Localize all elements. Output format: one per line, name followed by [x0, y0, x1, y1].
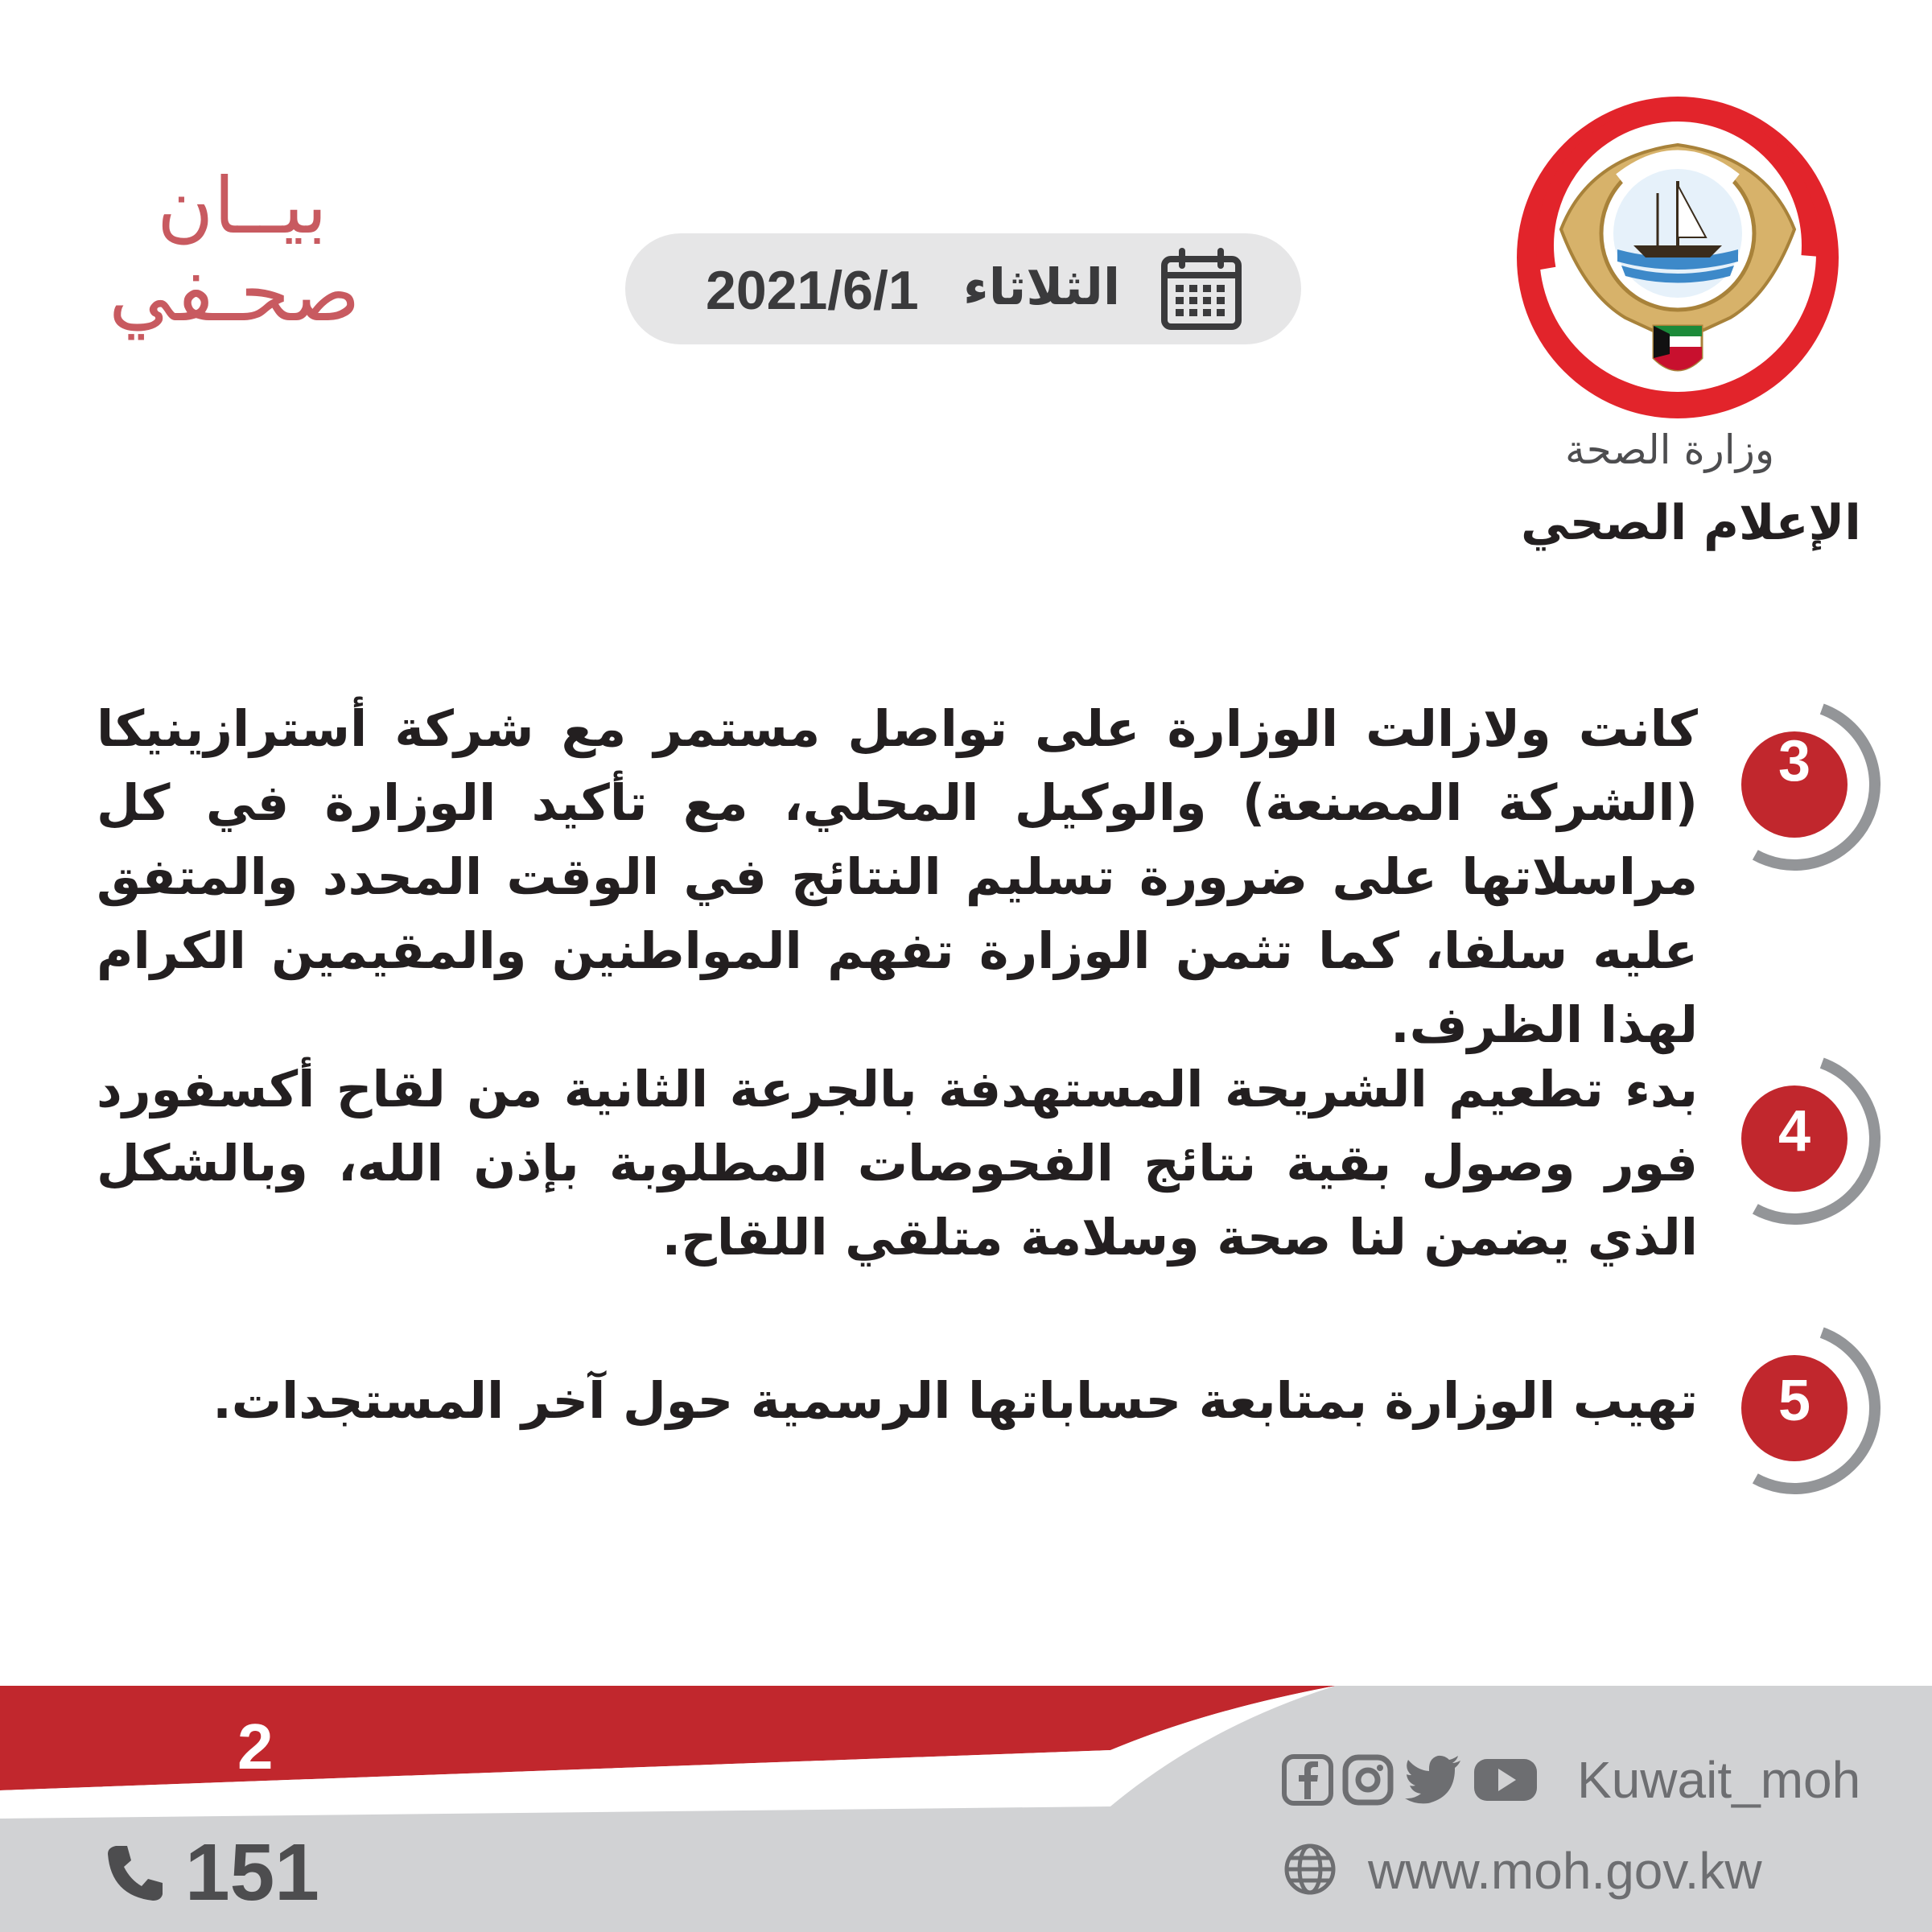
date-value: 2021/6/1 — [706, 260, 919, 321]
statement-item — [89, 1364, 1698, 1460]
phone-icon — [105, 1843, 165, 1903]
twitter-icon[interactable] — [1404, 1754, 1462, 1806]
instagram-icon[interactable] — [1342, 1754, 1394, 1806]
department-name: الإعلام الصحي — [1521, 495, 1861, 551]
title-line1: بيــان — [157, 161, 327, 251]
statement-item — [89, 692, 1698, 1054]
statement-item — [89, 1053, 1698, 1294]
date-pill — [625, 233, 1301, 344]
statement-text: كانت ولازالت الوزارة على تواصل مستمر مع شركة أسترازينيكا (الشركة المصنعة) والوكيل المحلي، مع تأكيد الوزارة في كل مراسلاتها على ضرورة تسليم النتائج في الوقت المحدد والمتفق عليه سلفا، كما تثمن الوزارة تفهم المواطنين والمقيمين الكرام لهذا الظرف. — [97, 699, 1698, 1054]
item-number: 3 — [1778, 729, 1811, 793]
statement-text: بدء تطعيم الشريحة المستهدفة بالجرعة الثانية من لقاح أكسفورد فور وصول بقية نتائج الفحوصات المطلوبة بإذن الله، وبالشكل الذي يضمن لنا صحة وسلامة متلقي اللقاح. — [97, 1060, 1698, 1267]
social-handle[interactable]: Kuwait_moh — [1577, 1751, 1861, 1809]
page-number: 2 — [237, 1711, 274, 1782]
statement-text: تهيب الوزارة بمتابعة حساباتها الرسمية حول آخر المستجدات. — [212, 1371, 1698, 1430]
item-number: 4 — [1778, 1099, 1811, 1164]
calendar-icon — [1160, 248, 1243, 332]
hotline-number: 151 — [185, 1827, 319, 1918]
date-day: الثلاثاء — [963, 257, 1121, 316]
title-line2: صحـفي — [109, 245, 360, 340]
facebook-icon[interactable] — [1282, 1754, 1333, 1806]
item-number: 5 — [1778, 1369, 1811, 1433]
youtube-icon[interactable] — [1473, 1754, 1539, 1806]
ministry-name: وزارة الصحة — [1565, 426, 1774, 473]
website-link[interactable]: www.moh.gov.kw — [1368, 1842, 1762, 1900]
ministry-emblem-logo — [1513, 93, 1843, 422]
globe-icon — [1283, 1843, 1337, 1896]
